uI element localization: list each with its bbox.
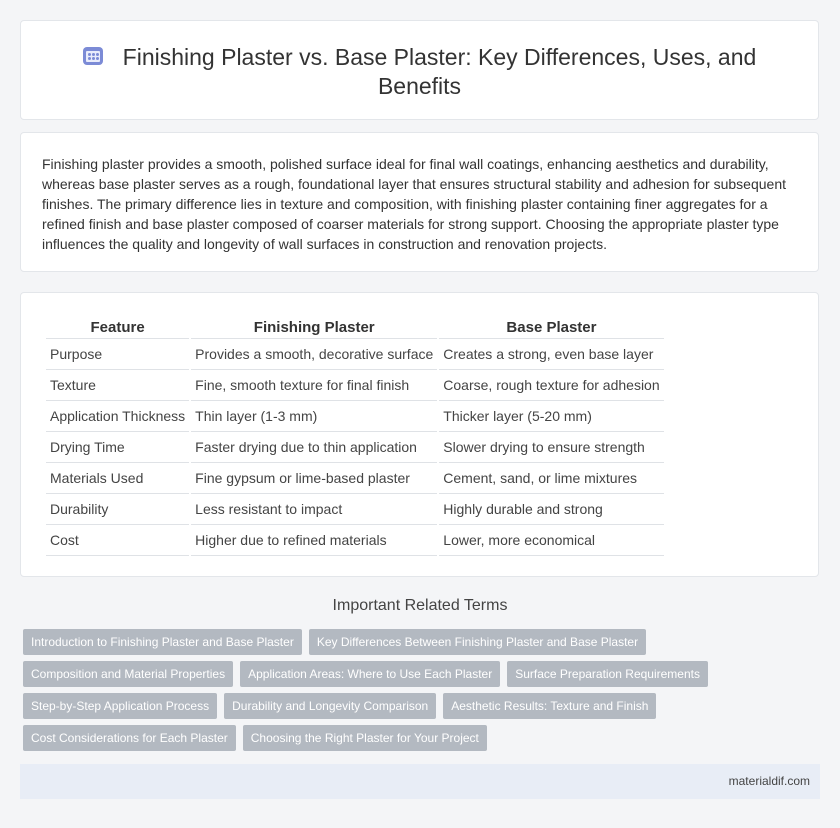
table-row: [46, 494, 664, 525]
related-term-tag[interactable]: Aesthetic Results: Texture and Finish: [443, 693, 656, 719]
table-row: [46, 463, 664, 494]
comparison-card: [20, 292, 819, 577]
table-row: [46, 370, 664, 401]
calendar-icon: [83, 45, 105, 67]
related-term-tag[interactable]: Durability and Longevity Comparison: [224, 693, 436, 719]
table-header-row: [46, 317, 664, 339]
column-header-finishing: Finishing Plaster: [191, 317, 437, 339]
table-cell: Provides a smooth, decorative surface: [191, 339, 437, 370]
footer: [20, 764, 820, 799]
table-cell: Lower, more economical: [439, 525, 663, 556]
table-cell: Creates a strong, even base layer: [439, 339, 663, 370]
column-header-base: Base Plaster: [439, 317, 663, 339]
related-term-tag[interactable]: Surface Preparation Requirements: [507, 661, 708, 687]
related-term-tag[interactable]: Choosing the Right Plaster for Your Project: [243, 725, 487, 751]
related-term-tag[interactable]: Composition and Material Properties: [23, 661, 233, 687]
table-row: [46, 401, 664, 432]
table-cell: Drying Time: [46, 432, 189, 463]
footer-site-link[interactable]: materialdif.com: [728, 774, 810, 788]
table-cell: Faster drying due to thin application: [191, 432, 437, 463]
page-title: Finishing Plaster vs. Base Plaster: Key Differences, Uses, and Benefits: [122, 44, 757, 99]
table-row: [46, 525, 664, 556]
table-cell: Thicker layer (5-20 mm): [439, 401, 663, 432]
table-cell: Fine gypsum or lime-based plaster: [191, 463, 437, 494]
table-cell: Application Thickness: [46, 401, 189, 432]
table-cell: Thin layer (1-3 mm): [191, 401, 437, 432]
related-term-tag[interactable]: Cost Considerations for Each Plaster: [23, 725, 236, 751]
table-cell: Durability: [46, 494, 189, 525]
related-term-tag[interactable]: Step-by-Step Application Process: [23, 693, 217, 719]
table-cell: Fine, smooth texture for final finish: [191, 370, 437, 401]
page-title-wrap: [81, 43, 758, 101]
tag-row: [23, 725, 743, 757]
table-row: [46, 339, 664, 370]
tag-row: [23, 629, 743, 661]
column-header-feature: Feature: [46, 317, 189, 339]
table-row: [46, 432, 664, 463]
table-cell: Materials Used: [46, 463, 189, 494]
related-term-tag[interactable]: Application Areas: Where to Use Each Plaster: [240, 661, 500, 687]
related-term-tag[interactable]: Introduction to Finishing Plaster and Base Plaster: [23, 629, 302, 655]
table-cell: Higher due to refined materials: [191, 525, 437, 556]
related-terms-list: [23, 629, 743, 757]
table-cell: Highly durable and strong: [439, 494, 663, 525]
table-cell: Purpose: [46, 339, 189, 370]
table-cell: Cost: [46, 525, 189, 556]
intro-card: [20, 132, 819, 272]
comparison-table: [44, 317, 666, 556]
table-cell: Texture: [46, 370, 189, 401]
table-cell: Cement, sand, or lime mixtures: [439, 463, 663, 494]
related-terms-title: Important Related Terms: [332, 597, 508, 614]
related-term-tag[interactable]: Key Differences Between Finishing Plaster and Base Plaster: [309, 629, 646, 655]
tag-row: [23, 661, 743, 693]
header-card: [20, 20, 819, 120]
tag-row: [23, 693, 743, 725]
table-cell: Slower drying to ensure strength: [439, 432, 663, 463]
table-cell: Coarse, rough texture for adhesion: [439, 370, 663, 401]
table-cell: Less resistant to impact: [191, 494, 437, 525]
intro-paragraph: Finishing plaster provides a smooth, polished surface ideal for final wall coatings, enhancing aesthetics and durability, whereas base plaster serves as a rough, foundational layer that ensures structural stability and adhesion for subsequent finishes. The primary difference lies in texture and composition, with finishing plaster containing finer aggregates for a refined finish and base plaster composed of coarser materials for strong support. Choosing the appropriate plaster type influences the quality and longevity of wall surfaces in construction and renovation projects.: [42, 156, 786, 252]
